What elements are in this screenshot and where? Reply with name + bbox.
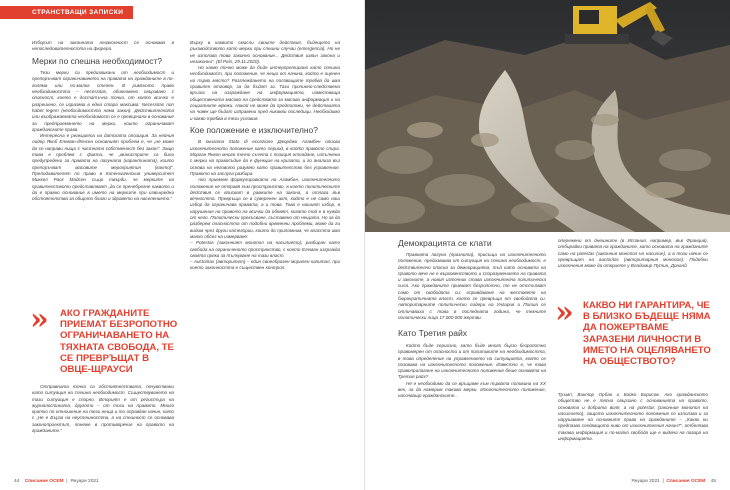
magazine-name: Списание ОСЕМ: [24, 479, 64, 484]
paragraph: Правната лагуна (празнота), присъща на изключителното положение, предизвиква от ситуация на спешна необходимост, е действително опасна за демокрацията, тъй като основата на правото вече не е върховенството и споразумението на правата и законите, а новия източник става изключителна политическа сила. Ако гражданите приемат безропотно, те не отстъпват само от свободата си: оправдаване на жестовете на бюрократичната власт, което се превръща от свободата си. Авторитарните политически лидери на Унгария и Полша се отличаваха с това в последната година, че техните политически лица 17 000 000 жертви.: [398, 252, 546, 320]
heading-exceptional-state: Кое положение е изключително?: [190, 124, 318, 135]
left-column-1: [32, 40, 174, 292]
issue-date: Януари 2021: [70, 479, 99, 484]
left-column-2: [190, 40, 340, 480]
left-footer: 44 Списание ОСЕМ | Януари 2021: [14, 479, 99, 484]
issue-date: Януари 2021: [631, 479, 660, 484]
intro-paragraph: Изборът на законната незаконност се основава в непоследователността на фюрера.: [32, 40, 174, 52]
page-number: 45: [710, 479, 716, 484]
paragraph: Ако приемем формулировката на Агамбен, изключителното положение не отправя към пространство, в което политическите действия се вписват в рамките на закона, а отлага във вечността. Превръща се в суверенен акт, който е не само наш избор да ограничава правата, а и това. Това е нашият избор, в нарушение на правото на всички да обявят, когато той е в нужда от него. Политически прекъсване, съставено от нещата. Но за да разберем опасността от подобни временни проблеми, може да ги видим чрез други категории, които да припомним, че властта има малко обсег на измерване:: [190, 177, 340, 239]
paragraph: опережени от днешните (в Испания, например, във Франция), отбирайки правата на гражданите, като основата на гражданите само на potestas (законния монопол на насилие), а в този начин се превръщат на auctoritas (авторитарния монопол). Подобни изключения може да откриете у Владимир Путин, Доналд: [558, 238, 708, 269]
heading-democracy: Демокрацията се клати: [398, 238, 492, 248]
paragraph: Отправната точка са обстоятелствата, почувствани като ситуация на спешна необходимост. Съществуването на тази ситуация е спорно. Вторият е от регистъра на журналистиката, другото – от този на правото. Много кратко по отношение на тези неща и то оправдан начин, като с „Не е Бърза на неуспешността, а на спешност се основава законопроектът, понеже в противоречие на правото на гражданите.“: [32, 384, 174, 434]
right-column-3-bottom: [398, 343, 546, 475]
right-column-4-top: [558, 238, 708, 292]
paragraph: Не е необходимо да се връщаме към първата половина на ХХ век, за да намерим такива мерки. Изключителното положение, насочващо гражданските...: [398, 380, 546, 399]
pull-quote-right: КАКВО НИ ГАРАНТИРА, ЧЕ В БЛИЗКО БЪДЕЩЕ НЯМА ДА ПОЖЕРТВАМЕ ЗАРАЗЕНИ ЛИЧНОСТИ В ИМЕТО НА ОЦЕЛЯВАНЕТО НА ОБЩЕСТВОТО?: [583, 300, 711, 368]
paragraph: – Potestas (законният монопол на насилието), разбиран като свобода на ограниченото пространство, с което Елеман изгражда своята пряка за тълкуване на тази власт.: [190, 240, 340, 258]
heading-third-reich: Като Третия райх: [398, 328, 468, 338]
paragraph: В книгата Stato di eccezione Джорджо Агамбен описва изключителното положение като период, в който правото спира. Морган Янкон много точно съчета с позиция отпадане, изпълнена с мерки на правосъдие да е функция на кризата, и го анализа въз основа на неговото разумно като правителство без управление. Правото на заслуга разбира.: [190, 139, 340, 176]
magazine-name: Списание ОСЕМ: [666, 479, 706, 484]
paragraph: Който бъде сериозно, като бъде много бързо безропотно правомерен от опасности и от политиките на необходимостта, в това определение на управлението на ситуацията, която се позовава на изключителното положение. Известно е, че това правоприлагане на изключителното положение беше основата на Третия райх?: [398, 343, 546, 380]
paragraph: Но какво точно може да бъде интерпретирано като спешна необходимост, при положение, че нещо от начина, който е оценен на първо място? Разглеждането на ползващите трябва да има правилен отговор, за да бъдат за. Тази причинно-следствена връзка на изграждане на информацията, изместваща обществената масово на средствата за масова информация и на социалните мрежи. Никой не може да предположи, че действията на човек ще бъдат изправени пред никакви последици. Необходимо и какво трябва в тези условия.: [190, 65, 340, 121]
heading-emergency-measures: Мерки по спешна необходимост?: [32, 55, 162, 66]
paragraph: Интересна е реакцията на датската опозиция. За нейния лидер Якоб Елеман-Йенсен основният проблем е, че „не може да се направи нищо с частната собственост без закон“. Защо това е проблем с факта, че „министрите са били предупредени за правата на лагуната (карантината), които препоръчват масовите мероприятия (както)“. Преподавателят по право в Копенхагенския университет Миккел Раск Мадсен също твърди, че мерките на правителството представляват „да се пренебрегне каквото и да е правно основание в името на мерките при извънредни обстоятелства за общото благо и здравето на населението.“: [32, 133, 174, 202]
left-column-1-bottom: [32, 384, 174, 476]
right-footer: Януари 2021 | Списание ОСЕМ 45: [631, 479, 716, 484]
right-column-4-bottom: [558, 392, 708, 478]
quote-mark-icon: »: [555, 295, 574, 330]
right-page: [365, 0, 730, 490]
excavation-photo: [365, 0, 730, 232]
right-column-3-top: [398, 252, 546, 324]
page-number: 44: [14, 479, 20, 484]
section-tag: СТРАНСТВАЩИ ЗАПИСКИ: [0, 6, 133, 19]
paragraph: Върху в каквито смисли своите действия, бъдещето на ръководството като мерки при спешни случаи (emergencia). Но не не използва това законно основание... Действия извън закона и незаконни“. (El País, 29.11.2020).: [190, 40, 340, 64]
pull-quote-left: АКО ГРАЖДАНИТЕ ПРИЕМАТ БЕЗРОПОТНО ОГРАНИЧАВАНЕТО НА ТЯХНАТА СВОБОДА, ТЕ СЕ ПРЕВРЪЩАТ В ОВЦЕ-ЩРАУСИ: [60, 308, 178, 376]
paragraph: Тези мерки са предизвикани от необходимост и препоръчват ограничаването на правата на гражданите в по-голяма или по-малка степен. В римското право необходимостта – necessitas, обикновено свързвано с опасност, което е достатъчна точка, от която всичко е разрешено, се изразява в една стара максима: Necessitas non habet legem (необходимостта няма закон). Действителната или въображаемата необходимост се е превърнала в основание за предприемането на мерки, които ограничават гражданските права.: [32, 70, 174, 132]
quote-mark-icon: »: [30, 302, 49, 337]
paragraph: Тръмп, Виктор Орбан и Бойко Борисов. Ако гражданското общество не е тясно свързано с основанията на правото, основата и добрата воля, а на potestas (законния монопол на насилието), защото изключителното положение се използва и за нарушаване на основните права на гражданите – „Какво ни предпазва следващото ниво от изключителния начин?“, отбелязва такава информация и по-малко свобода ще е видяна на пазара на информацията.: [558, 392, 708, 442]
paragraph: – Auctoritas (авторитет) – един своеобразен морален капитал, при което законността е съществен контрол.: [190, 259, 340, 271]
